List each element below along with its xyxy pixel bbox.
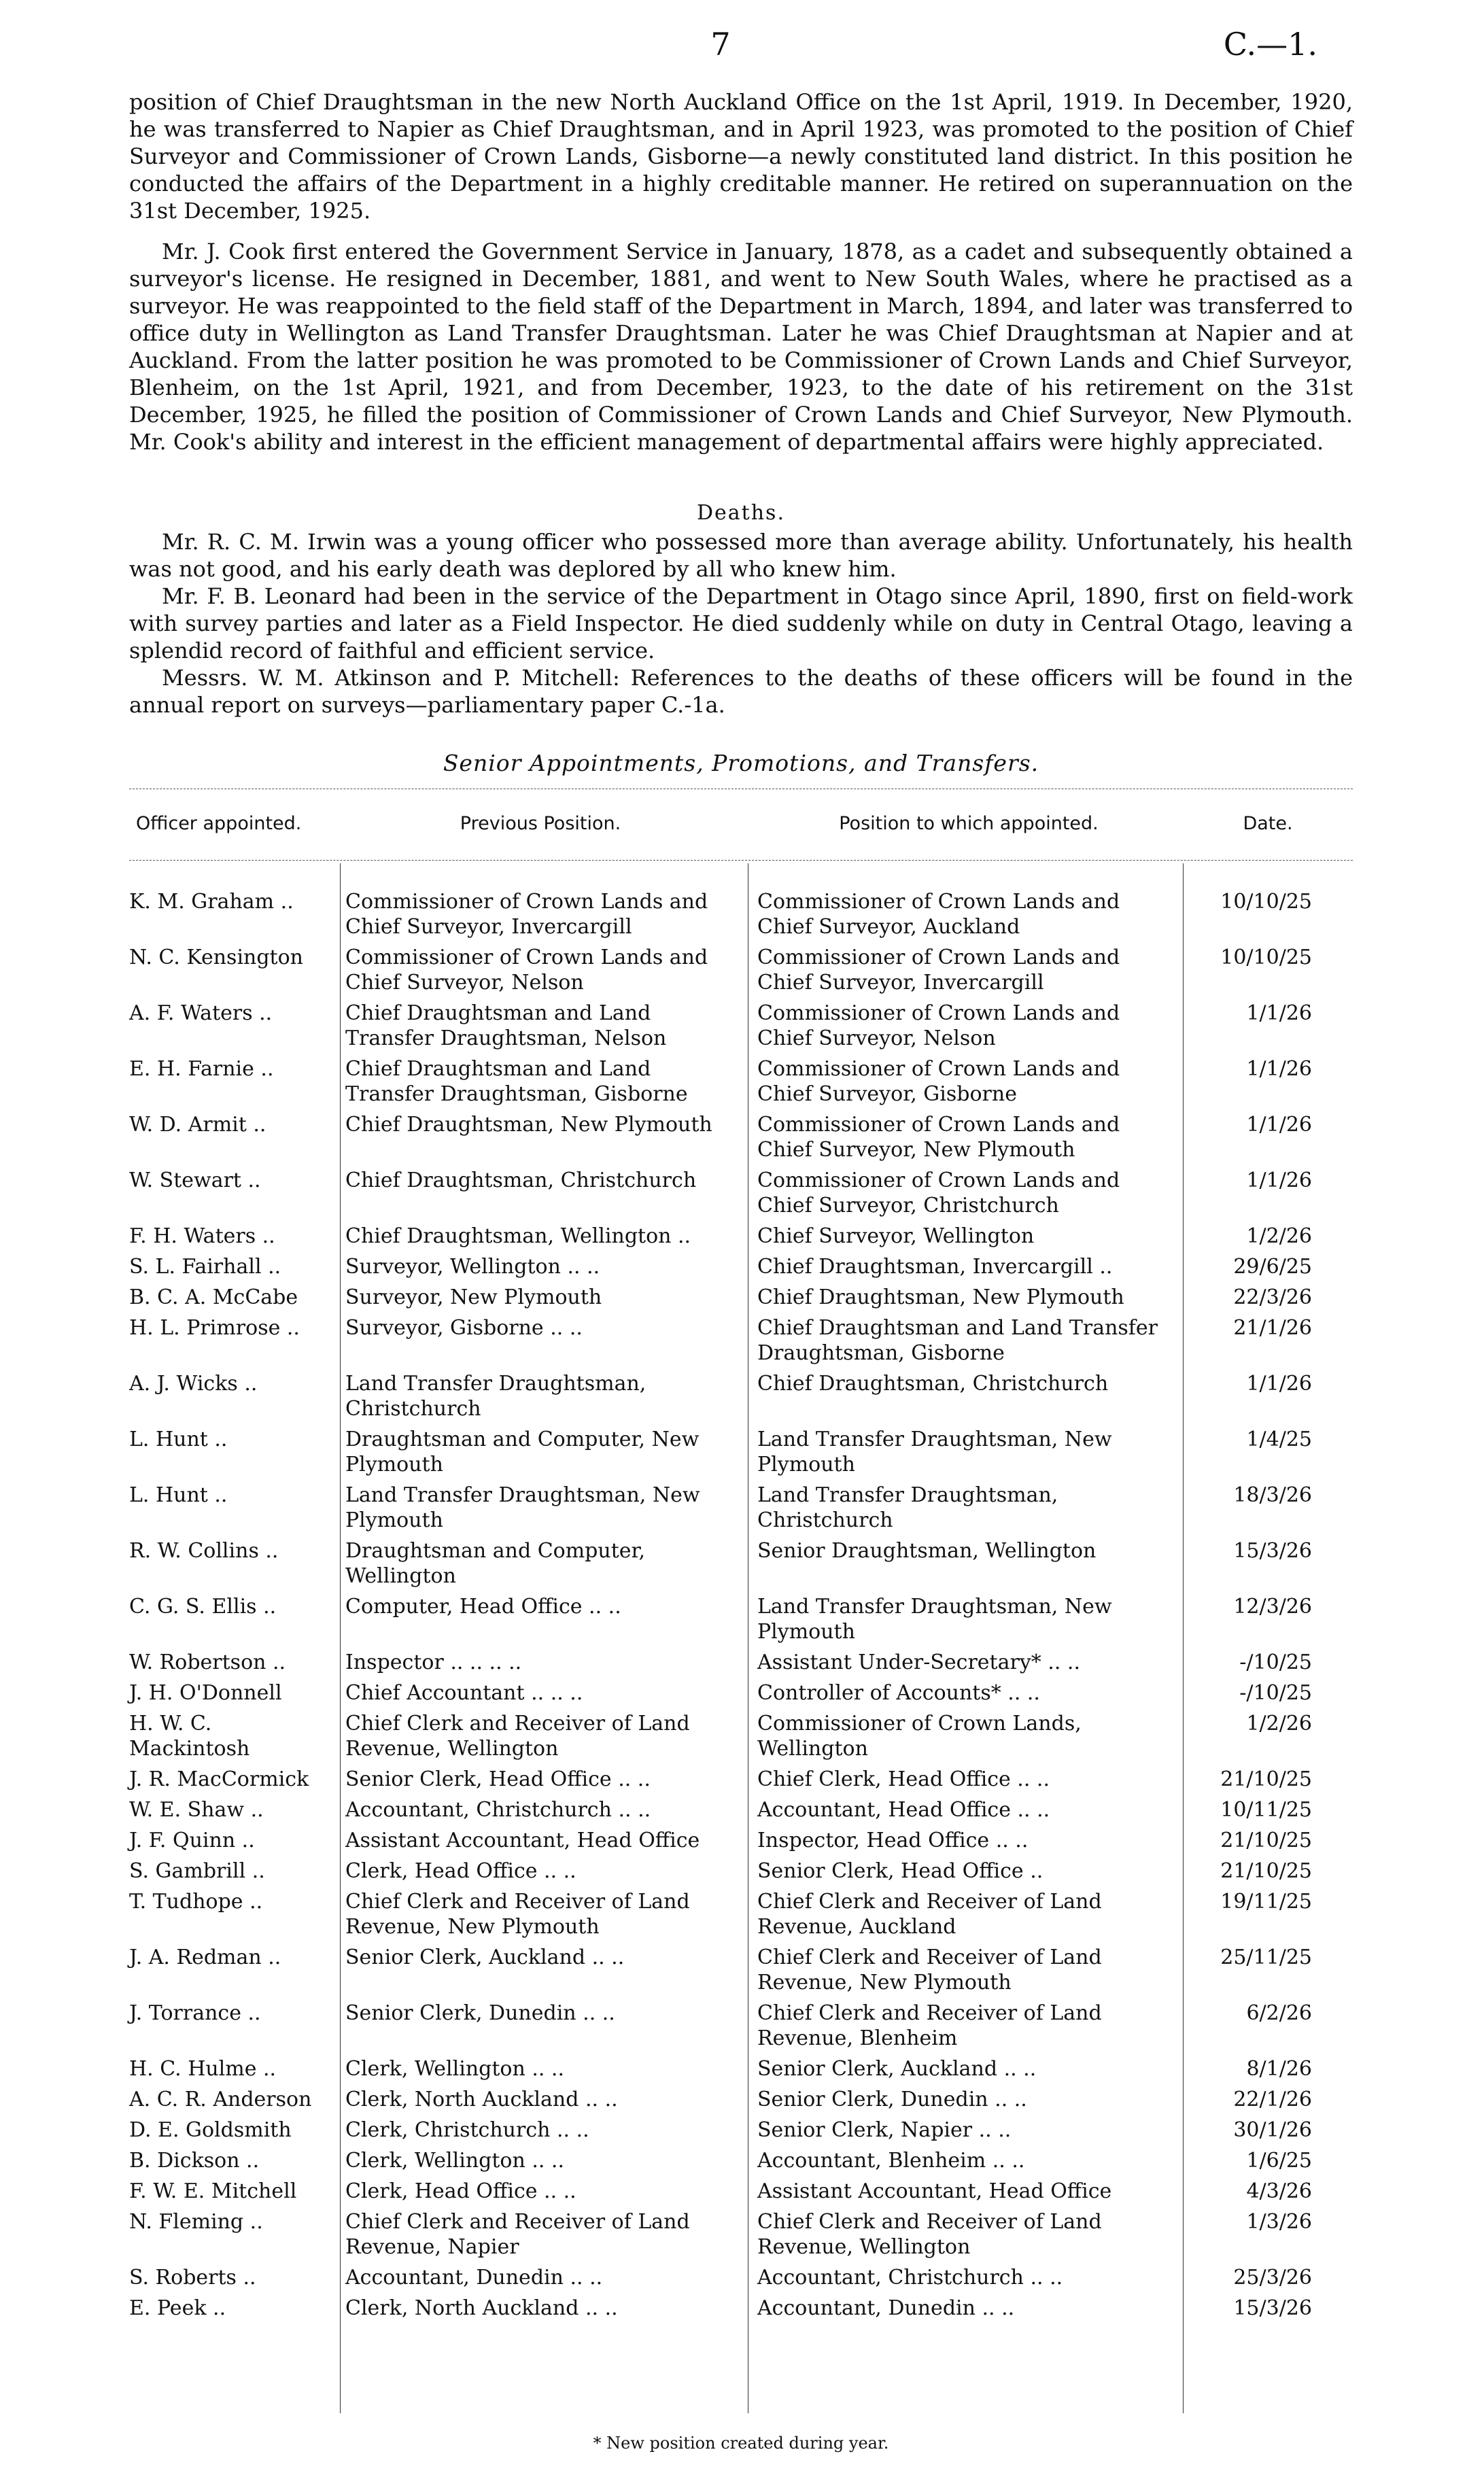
table-row [129,1315,1353,1366]
cell-new-position: Commissioner of Crown Lands and Chief Surveyor, Christchurch [757,1169,1120,1217]
cell-new-position: Assistant Under-Secretary* .. .. [757,1651,1080,1674]
cell-date: 1/1/26 [1246,1169,1312,1192]
cell-officer: H. W. C. Mackintosh [129,1712,250,1761]
cell-previous-position: Commissioner of Crown Lands and Chief Surveyor, Nelson [345,946,708,995]
table-row [129,1767,1353,1792]
table-row [129,2087,1353,2112]
cell-new-position: Commissioner of Crown Lands and Chief Surveyor, Gisborne [757,1057,1120,1106]
table-body [129,889,1353,2326]
cell-date: 25/3/26 [1233,2266,1312,2289]
cell-new-position: Accountant, Head Office .. .. [757,1798,1050,1822]
cell-previous-position: Chief Clerk and Receiver of Land Revenue, New Plymouth [345,1890,690,1939]
column-header-position: Position to which appointed. [839,813,1099,834]
cell-previous-position: Clerk, North Auckland .. .. [345,2296,618,2320]
cell-previous-position: Accountant, Dunedin .. .. [345,2266,603,2289]
table-row [129,1828,1353,1853]
table-row [129,1224,1353,1249]
cell-date: 4/3/26 [1246,2179,1312,2203]
cell-previous-position: Chief Draughtsman, Christchurch [345,1169,697,1192]
table-title: Senior Appointments, Promotions, and Transfers. [443,750,1039,776]
cell-date: 1/4/25 [1246,1428,1312,1451]
cell-previous-position: Draughtsman and Computer, New Plymouth [345,1428,700,1476]
cell-new-position: Commissioner of Crown Lands and Chief Surveyor, Auckland [757,890,1120,939]
table-row [129,1797,1353,1822]
table-row [129,2296,1353,2321]
table-row [129,1538,1353,1589]
cell-new-position: Chief Clerk and Receiver of Land Revenue, Wellington [757,2210,1102,2259]
table-row [129,2148,1353,2173]
cell-officer: W. Robertson .. [129,1651,286,1674]
table-row [129,1711,1353,1761]
cell-new-position: Chief Draughtsman, Invercargill .. [757,1255,1113,1279]
cell-previous-position: Chief Clerk and Receiver of Land Revenue, Wellington [345,1712,690,1761]
column-header-date: Date. [1243,813,1293,834]
cell-new-position: Accountant, Blenheim .. .. [757,2149,1025,2173]
table-row [129,1371,1353,1421]
cell-previous-position: Computer, Head Office .. .. [345,1595,621,1619]
cell-new-position: Land Transfer Draughtsman, New Plymouth [757,1595,1112,1644]
cell-new-position: Senior Draughtsman, Wellington [757,1539,1097,1563]
cell-previous-position: Chief Draughtsman and Land Transfer Draughtsman, Gisborne [345,1057,688,1106]
cell-officer: A. F. Waters .. [129,1001,273,1025]
cell-date: 12/3/26 [1233,1595,1312,1619]
table-row [129,1168,1353,1218]
cell-officer: A. J. Wicks .. [129,1372,258,1396]
cell-date: 25/11/25 [1220,1946,1312,1969]
cell-new-position: Controller of Accounts* .. .. [757,1681,1040,1705]
cell-date: 21/10/25 [1220,1859,1312,1883]
cell-previous-position: Chief Draughtsman, New Plymouth [345,1113,712,1137]
cell-new-position: Accountant, Christchurch .. .. [757,2266,1063,2289]
cell-officer: F. H. Waters .. [129,1224,275,1248]
cell-new-position: Commissioner of Crown Lands and Chief Surveyor, New Plymouth [757,1113,1120,1162]
column-header-officer: Officer appointed. [136,813,302,834]
cell-officer: R. W. Collins .. [129,1539,279,1563]
cell-date: 1/3/26 [1246,2210,1312,2234]
cell-previous-position: Assistant Accountant, Head Office [345,1829,700,1852]
cell-officer: B. Dickson .. [129,2149,260,2173]
cell-previous-position: Surveyor, Gisborne .. .. [345,1316,583,1340]
cell-previous-position: Senior Clerk, Auckland .. .. [345,1946,625,1969]
table-row [129,1254,1353,1279]
cell-new-position: Chief Draughtsman and Land Transfer Draughtsman, Gisborne [757,1316,1158,1365]
cell-date: 8/1/26 [1246,2057,1312,2081]
cell-previous-position: Clerk, Wellington .. .. [345,2057,565,2081]
cell-date: -/10/25 [1239,1681,1312,1705]
table-row [129,2179,1353,2204]
cell-previous-position: Chief Clerk and Receiver of Land Revenue, Napier [345,2210,690,2259]
cell-new-position: Accountant, Dunedin .. .. [757,2296,1015,2320]
cell-officer: N. Fleming .. [129,2210,263,2234]
cell-officer: B. C. A. McCabe [129,1285,298,1309]
cell-date: 18/3/26 [1233,1483,1312,1507]
cell-new-position: Chief Clerk and Receiver of Land Revenue, Blenheim [757,2001,1102,2050]
cell-officer: K. M. Graham .. [129,890,294,914]
cell-date: 1/1/26 [1246,1113,1312,1137]
cell-officer: N. C. Kensington [129,946,303,969]
paragraph-leonard: Mr. F. B. Leonard had been in the service of the Department in Otago since April, 1890, first on field-work with survey parties and later as a Field Inspector. He died suddenly while on duty in Central Otago, leaving a splendid record of faithful and efficient service. [129,583,1353,663]
cell-officer: D. E. Goldsmith [129,2118,292,2142]
cell-previous-position: Chief Accountant .. .. .. [345,1681,583,1705]
cell-officer: J. F. Quinn .. [129,1829,255,1852]
paragraph-atkinson-mitchell: Messrs. W. M. Atkinson and P. Mitchell: References to the deaths of these officers will be found in the annual report on surveys—parliamentary paper C.-1a. [129,665,1353,718]
paragraph-continued: position of Chief Draughtsman in the new North Auckland Office on the 1st April, 1919. In December, 1920, he was transferred to Napier as Chief Draughtsman, and in April 1923, was promoted to the position of Chief Surveyor and Commissioner of Crown Lands, Gisborne—a newly constituted land district. In this position he conducted the affairs of the Department in a highly creditable manner. He retired on superannuation on the 31st December, 1925. [129,89,1353,224]
cell-officer: S. Roberts .. [129,2266,256,2289]
table-row [129,2001,1353,2051]
cell-new-position: Chief Draughtsman, New Plymouth [757,1285,1124,1309]
table-row [129,1945,1353,1995]
table-row [129,945,1353,995]
cell-date: 1/6/25 [1246,2149,1312,2173]
cell-new-position: Land Transfer Draughtsman, New Plymouth [757,1428,1112,1476]
cell-officer: H. C. Hulme .. [129,2057,277,2081]
table-row [129,1056,1353,1107]
deaths-heading: Deaths. [696,501,785,525]
cell-new-position: Chief Draughtsman, Christchurch [757,1372,1109,1396]
cell-officer: J. A. Redman .. [129,1946,281,1969]
cell-new-position: Commissioner of Crown Lands and Chief Surveyor, Invercargill [757,946,1120,995]
column-header-previous: Previous Position. [460,813,621,834]
cell-date: 21/10/25 [1220,1767,1312,1791]
paragraph-cook: Mr. J. Cook first entered the Government Service in January, 1878, as a cadet and subsequently obtained a surveyor's license. He resigned in December, 1881, and went to New South Wales, where he practised as a surveyor. He was reappointed to the field staff of the Department in March, 1894, and later was transferred to office duty in Wellington as Land Transfer Draughtsman. Later he was Chief Draughtsman at Napier and at Auckland. From the latter position he was promoted to be Commissioner of Crown Lands and Chief Surveyor, Blenheim, on the 1st April, 1921, and from December, 1923, to the date of his retirement on the 31st December, 1925, he filled the position of Commissioner of Crown Lands and Chief Surveyor, New Plymouth. Mr. Cook's ability and interest in the efficient management of departmental affairs were highly appreciated. [129,239,1353,455]
cell-officer: S. L. Fairhall .. [129,1255,281,1279]
cell-date: -/10/25 [1239,1651,1312,1674]
table-row [129,1112,1353,1162]
cell-officer: F. W. E. Mitchell [129,2179,297,2203]
cell-new-position: Chief Clerk and Receiver of Land Revenue, New Plymouth [757,1946,1102,1994]
table-row [129,2118,1353,2143]
cell-previous-position: Senior Clerk, Dunedin .. .. [345,2001,615,2025]
cell-new-position: Senior Clerk, Auckland .. .. [757,2057,1037,2081]
cell-previous-position: Draughtsman and Computer, Wellington [345,1539,646,1588]
table-row [129,1680,1353,1706]
table-row [129,2265,1353,2290]
cell-previous-position: Surveyor, Wellington .. .. [345,1255,600,1279]
table-row [129,889,1353,939]
cell-date: 6/2/26 [1246,2001,1312,2025]
table-row [129,1594,1353,1644]
cell-officer: A. C. R. Anderson [129,2088,312,2111]
paragraph-irwin: Mr. R. C. M. Irwin was a young officer who possessed more than average ability. Unfortunately, his health was not good, and his early death was deplored by all who knew him. [129,529,1353,582]
cell-previous-position: Land Transfer Draughtsman, New Plymouth [345,1483,700,1532]
table-row [129,1001,1353,1051]
cell-officer: T. Tudhope .. [129,1890,263,1914]
table-row [129,1859,1353,1884]
cell-new-position: Chief Clerk and Receiver of Land Revenue, Auckland [757,1890,1102,1939]
cell-new-position: Land Transfer Draughtsman, Christchurch [757,1483,1058,1532]
cell-date: 10/11/25 [1220,1798,1312,1822]
cell-previous-position: Clerk, Head Office .. .. [345,2179,576,2203]
table-row [129,1285,1353,1310]
cell-new-position: Inspector, Head Office .. .. [757,1829,1029,1852]
cell-previous-position: Inspector .. .. .. .. [345,1651,522,1674]
cell-new-position: Chief Surveyor, Wellington [757,1224,1035,1248]
cell-officer: W. Stewart .. [129,1169,261,1192]
footnote: * New position created during year. [593,2434,889,2453]
cell-officer: L. Hunt .. [129,1483,228,1507]
cell-previous-position: Chief Draughtsman, Wellington .. [345,1224,691,1248]
cell-date: 1/2/26 [1246,1712,1312,1735]
cell-date: 10/10/25 [1220,946,1312,969]
cell-date: 21/1/26 [1233,1316,1312,1340]
cell-date: 10/10/25 [1220,890,1312,914]
cell-date: 15/3/26 [1233,2296,1312,2320]
cell-new-position: Commissioner of Crown Lands and Chief Surveyor, Nelson [757,1001,1120,1050]
cell-date: 15/3/26 [1233,1539,1312,1563]
cell-officer: W. E. Shaw .. [129,1798,264,1822]
table-row [129,1650,1353,1675]
cell-officer: S. Gambrill .. [129,1859,265,1883]
cell-date: 1/1/26 [1246,1372,1312,1396]
cell-new-position: Commissioner of Crown Lands, Wellington [757,1712,1082,1761]
cell-officer: E. Peek .. [129,2296,226,2320]
cell-previous-position: Clerk, Head Office .. .. [345,1859,576,1883]
cell-new-position: Chief Clerk, Head Office .. .. [757,1767,1050,1791]
cell-new-position: Senior Clerk, Head Office .. [757,1859,1043,1883]
table-row [129,1427,1353,1477]
table-row [129,1889,1353,1939]
cell-date: 29/6/25 [1233,1255,1312,1279]
cell-date: 22/3/26 [1233,1285,1312,1309]
cell-officer: J. Torrance .. [129,2001,261,2025]
cell-new-position: Senior Clerk, Dunedin .. .. [757,2088,1027,2111]
table-row [129,1483,1353,1533]
cell-previous-position: Senior Clerk, Head Office .. .. [345,1767,651,1791]
cell-officer: W. D. Armit .. [129,1113,266,1137]
document-code: C.—1. [1223,26,1317,63]
table-row [129,2209,1353,2260]
cell-previous-position: Land Transfer Draughtsman, Christchurch [345,1372,646,1421]
cell-previous-position: Clerk, North Auckland .. .. [345,2088,618,2111]
cell-officer: C. G. S. Ellis .. [129,1595,277,1619]
cell-date: 19/11/25 [1220,1890,1312,1914]
cell-date: 22/1/26 [1233,2088,1312,2111]
table-header-rule [129,860,1353,861]
cell-previous-position: Chief Draughtsman and Land Transfer Draughtsman, Nelson [345,1001,667,1050]
cell-new-position: Senior Clerk, Napier .. .. [757,2118,1012,2142]
cell-officer: H. L. Primrose .. [129,1316,300,1340]
cell-new-position: Assistant Accountant, Head Office [757,2179,1112,2203]
cell-officer: J. R. MacCormick [129,1767,309,1791]
table-row [129,2056,1353,2081]
cell-previous-position: Accountant, Christchurch .. .. [345,1798,651,1822]
cell-date: 1/2/26 [1246,1224,1312,1248]
cell-previous-position: Surveyor, New Plymouth [345,1285,602,1309]
cell-date: 30/1/26 [1233,2118,1312,2142]
cell-officer: J. H. O'Donnell [129,1681,282,1705]
cell-officer: L. Hunt .. [129,1428,228,1451]
cell-previous-position: Commissioner of Crown Lands and Chief Surveyor, Invercargill [345,890,708,939]
cell-officer: E. H. Farnie .. [129,1057,274,1081]
cell-date: 21/10/25 [1220,1829,1312,1852]
cell-previous-position: Clerk, Christchurch .. .. [345,2118,589,2142]
cell-previous-position: Clerk, Wellington .. .. [345,2149,565,2173]
page-number: 7 [710,26,731,63]
cell-date: 1/1/26 [1246,1057,1312,1081]
cell-date: 1/1/26 [1246,1001,1312,1025]
